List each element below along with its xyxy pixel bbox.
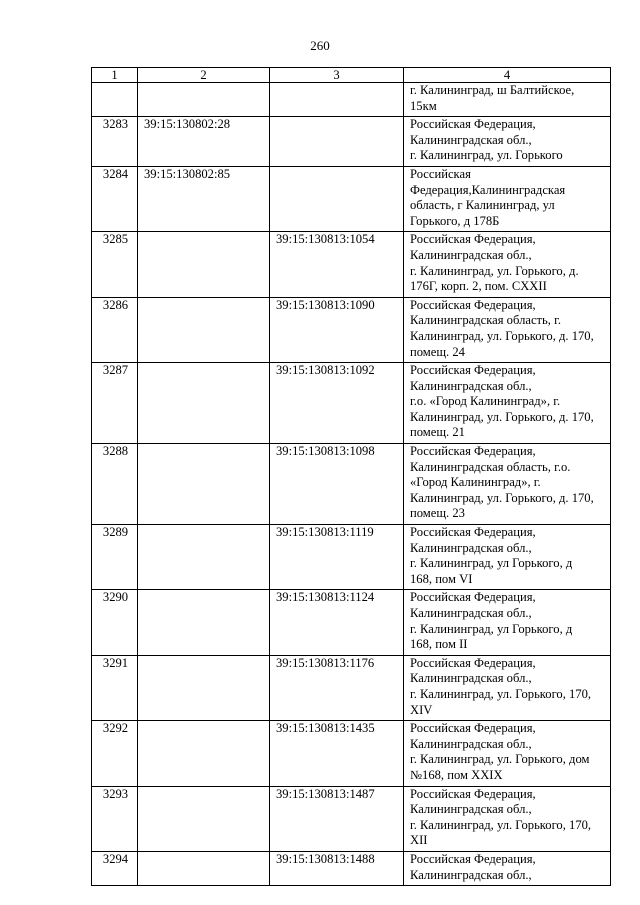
row-number-cell: 3285 xyxy=(92,232,138,297)
row-number-cell: 3287 xyxy=(92,363,138,444)
table-row xyxy=(92,297,611,362)
address-cell xyxy=(404,444,611,525)
cadastral-land-cell xyxy=(138,232,270,297)
cadastral-land-cell xyxy=(138,297,270,362)
address-line: г. Калининград, ул. Горького, дом xyxy=(410,752,590,767)
address-line: 15км xyxy=(410,98,437,113)
address-cell xyxy=(404,655,611,720)
address-line: Российская Федерация, xyxy=(410,232,536,247)
table-row xyxy=(92,83,611,117)
registry-table xyxy=(91,67,611,886)
address-line: г. Калининград, ул. Горького, д. xyxy=(410,263,579,278)
cadastral-object-cell: 39:15:130813:1435 xyxy=(270,721,404,786)
address-line: г. Калининград, ул Горького, д xyxy=(410,556,573,571)
table-row xyxy=(92,786,611,851)
cadastral-object-cell: 39:15:130813:1124 xyxy=(270,590,404,655)
address-line: помещ. 23 xyxy=(410,506,465,521)
column-header-1: 1 xyxy=(92,68,138,83)
row-number-cell: 3288 xyxy=(92,444,138,525)
address-line: №168, пом XXIX xyxy=(410,767,503,782)
address-line: Российская Федерация, xyxy=(410,525,536,540)
address-line: Калининградская обл., xyxy=(410,606,532,620)
cadastral-object-cell: 39:15:130813:1092 xyxy=(270,363,404,444)
cadastral-land-cell xyxy=(138,590,270,655)
cadastral-land-cell xyxy=(138,721,270,786)
table-header-row xyxy=(92,68,611,83)
cadastral-land-cell xyxy=(138,525,270,590)
address-line: Калининградская обл., xyxy=(410,247,532,262)
address-line: Российская Федерация, xyxy=(410,655,536,670)
row-number-cell: 3294 xyxy=(92,851,138,885)
address-line: Калининградская область, г. xyxy=(410,313,561,328)
table-row xyxy=(92,590,611,655)
address-line: помещ. 21 xyxy=(410,425,465,440)
address-line: Российская Федерация, xyxy=(410,444,536,459)
address-line: Российская Федерация, xyxy=(410,851,536,866)
table-row xyxy=(92,232,611,297)
address-line: г. Калининград, ул. Горького, 170, xyxy=(410,817,592,832)
address-line: Калининградская обл., xyxy=(410,736,532,751)
address-cell xyxy=(404,232,611,297)
row-number-cell: 3291 xyxy=(92,655,138,720)
address-line: Калининград, ул. Горького, д. 170, xyxy=(410,490,594,505)
row-number-cell: 3283 xyxy=(92,117,138,167)
row-number-cell: 3290 xyxy=(92,590,138,655)
address-line: г. Калининград, ул Горького, д xyxy=(410,621,573,636)
cadastral-land-cell xyxy=(138,851,270,885)
address-line: Калининградская обл., xyxy=(410,867,532,882)
address-line: область, г Калининград, ул xyxy=(410,198,555,213)
column-header-3: 3 xyxy=(270,68,404,83)
address-line: Российская Федерация, xyxy=(410,297,536,312)
table-row xyxy=(92,166,611,231)
cadastral-object-cell xyxy=(270,117,404,167)
address-line: Российская Федерация, xyxy=(410,117,536,132)
address-line: 168, пом VI xyxy=(410,571,473,586)
cadastral-land-cell xyxy=(138,444,270,525)
address-line: Российская Федерация, xyxy=(410,590,536,605)
address-line: Российская Федерация, xyxy=(410,363,536,378)
address-cell xyxy=(404,721,611,786)
cadastral-object-cell: 39:15:130813:1119 xyxy=(270,525,404,590)
address-line: Российская xyxy=(410,166,471,181)
cadastral-object-cell xyxy=(270,83,404,117)
cadastral-object-cell: 39:15:130813:1098 xyxy=(270,444,404,525)
cadastral-object-cell: 39:15:130813:1176 xyxy=(270,655,404,720)
address-cell xyxy=(404,590,611,655)
cadastral-object-cell xyxy=(270,166,404,231)
cadastral-land-cell: 39:15:130802:28 xyxy=(138,117,270,167)
table-row xyxy=(92,444,611,525)
address-line: Калининградская обл., xyxy=(410,540,532,555)
cadastral-object-cell: 39:15:130813:1488 xyxy=(270,851,404,885)
row-number-cell: 3286 xyxy=(92,297,138,362)
row-number-cell: 3293 xyxy=(92,786,138,851)
address-line: Горького, д 178Б xyxy=(410,213,500,228)
address-line: г. Калининград, ул. Горького xyxy=(410,148,563,163)
cadastral-land-cell xyxy=(138,363,270,444)
address-line: Калининград, ул. Горького, д. 170, xyxy=(410,328,594,343)
address-cell xyxy=(404,83,611,117)
address-line: г. Калининград, ул. Горького, 170, xyxy=(410,686,592,701)
address-cell xyxy=(404,525,611,590)
table-row xyxy=(92,721,611,786)
row-number-cell: 3292 xyxy=(92,721,138,786)
page-number: 260 xyxy=(310,38,330,53)
address-cell xyxy=(404,166,611,231)
address-line: Российская Федерация, xyxy=(410,786,536,801)
address-cell xyxy=(404,363,611,444)
address-cell xyxy=(404,117,611,167)
cadastral-land-cell xyxy=(138,655,270,720)
cadastral-land-cell: 39:15:130802:85 xyxy=(138,166,270,231)
table-row xyxy=(92,525,611,590)
address-line: Калининградская обл., xyxy=(410,132,532,147)
address-line: Калининград, ул. Горького, д. 170, xyxy=(410,409,594,424)
address-line: Калининградская область, г.о. xyxy=(410,459,571,474)
address-line: г. Калининград, ш Балтийское, xyxy=(410,83,575,97)
address-line: «Город Калининград», г. xyxy=(410,475,541,490)
address-line: Российская Федерация, xyxy=(410,721,536,736)
row-number-cell xyxy=(92,83,138,117)
table-row xyxy=(92,851,611,885)
address-line: г.о. «Город Калининград», г. xyxy=(410,394,561,409)
cadastral-object-cell: 39:15:130813:1054 xyxy=(270,232,404,297)
address-line: помещ. 24 xyxy=(410,344,465,359)
cadastral-land-cell xyxy=(138,786,270,851)
address-line: 176Г, корп. 2, пом. CXXII xyxy=(410,279,547,294)
cadastral-object-cell: 39:15:130813:1090 xyxy=(270,297,404,362)
column-header-2: 2 xyxy=(138,68,270,83)
table-row xyxy=(92,363,611,444)
address-line: Федерация,Калининградская xyxy=(410,182,566,197)
address-cell xyxy=(404,297,611,362)
row-number-cell: 3289 xyxy=(92,525,138,590)
cadastral-land-cell xyxy=(138,83,270,117)
table-row xyxy=(92,655,611,720)
address-cell xyxy=(404,786,611,851)
cadastral-object-cell: 39:15:130813:1487 xyxy=(270,786,404,851)
column-header-4: 4 xyxy=(404,68,611,83)
row-number-cell: 3284 xyxy=(92,166,138,231)
address-line: 168, пом II xyxy=(410,637,468,652)
address-cell xyxy=(404,851,611,885)
address-line: Калининградская обл., xyxy=(410,378,532,393)
table-row xyxy=(92,117,611,167)
address-line: Калининградская обл., xyxy=(410,671,532,686)
address-line: Калининградская обл., xyxy=(410,802,532,817)
table-body xyxy=(92,83,611,886)
address-line: XIV xyxy=(410,702,433,717)
address-line: XII xyxy=(410,833,428,848)
